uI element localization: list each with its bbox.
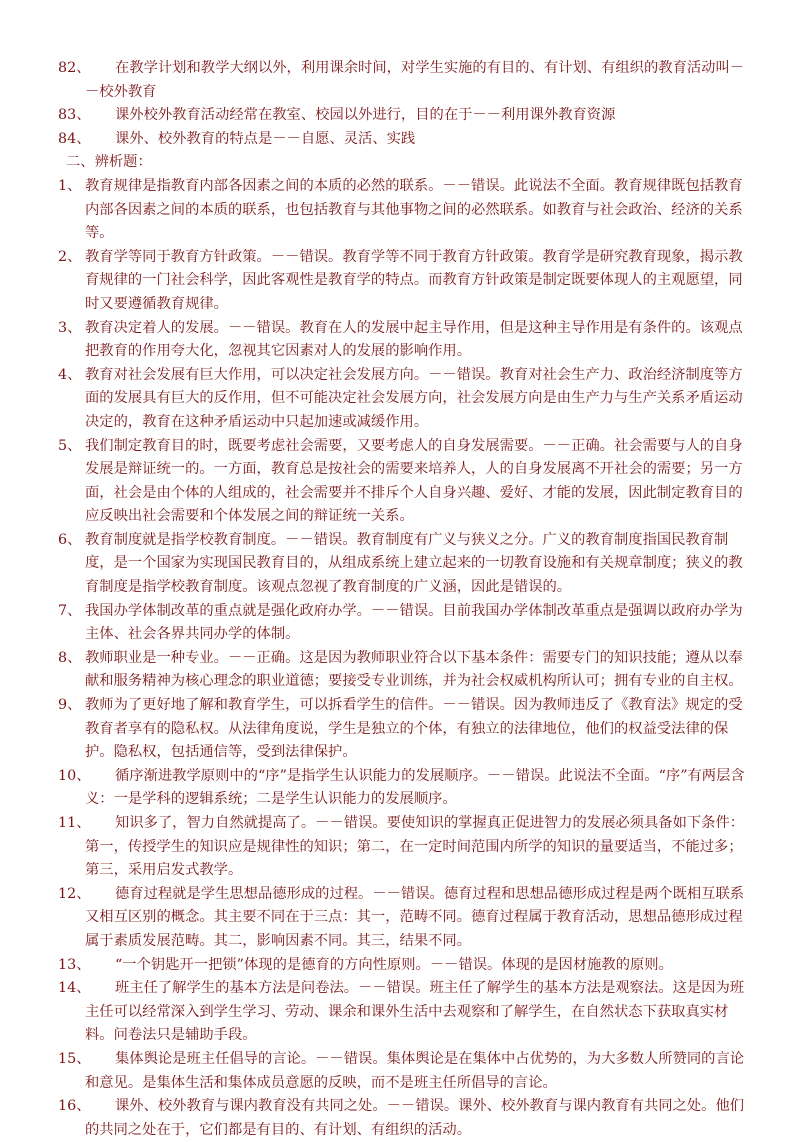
item-number: 2、 xyxy=(58,248,82,265)
document-body xyxy=(58,57,748,1142)
item-text: 教育规律是指教育内部各因素之间的本质的必然的联系。－－错误。此说法不全面。教育规律既包括教育内部各因素之间的本质的联系，也包括教育与其他事物之间的必然联系。如教育与社会政治、经济的关系等。 xyxy=(85,177,743,242)
item-number: 6、 xyxy=(58,531,82,548)
item-number: 82、 xyxy=(58,60,91,76)
list-item xyxy=(58,954,748,978)
list-item xyxy=(58,977,748,1048)
item-text: 德育过程就是学生思想品德形成的过程。－－错误。德育过程和思想品德形成过程是两个既相互联系又相互区别的概念。其主要不同在于三点：其一，范畴不同。德育过程属于教育活动，思想品德形成过程属于素质发展范畴。其二，影响因素不同。其三，结果不同。 xyxy=(85,885,745,949)
list-item xyxy=(58,317,748,364)
item-text: “一个钥匙开一把锁”体现的是德育的方向性原则。－－错误。体现的是因材施教的原则。 xyxy=(115,956,673,973)
item-number: 3、 xyxy=(58,319,82,336)
item-number: 9、 xyxy=(58,697,82,714)
item-text: 教师为了更好地了解和教育学生，可以拆看学生的信件。－－错误。因为教师违反了《教育法》规定的受教育者享有的隐私权。从法律角度说，学生是独立的个体，有独立的法律地位，他们的权益受法律的保护。隐私权，包括通信等，受到法律保护。 xyxy=(85,697,743,761)
list-item xyxy=(58,812,748,883)
list-item xyxy=(58,765,748,812)
item-text: 课外、校外教育与课内教育没有共同之处。－－错误。课外、校外教育与课内教育有共同之处。他们的共同之处在于，它们都是有目的、有计划、有组织的活动。 xyxy=(85,1098,745,1138)
item-number: 15、 xyxy=(58,1050,91,1067)
list-item xyxy=(58,175,748,246)
list-item xyxy=(58,435,748,529)
item-number: 14、 xyxy=(58,980,91,997)
item-number: 1、 xyxy=(58,177,82,194)
list-item xyxy=(58,647,748,694)
item-number: 7、 xyxy=(58,602,82,619)
item-number: 16、 xyxy=(58,1098,91,1115)
item-text: 集体舆论是班主任倡导的言论。－－错误。集体舆论是在集体中占优势的，为大多数人所赞同的言论和意见。是集体生活和集体成员意愿的反映，而不是班主任所倡导的言论。 xyxy=(85,1050,745,1091)
analysis-list xyxy=(58,175,748,1142)
item-text: 循序渐进教学原则中的“序”是指学生认识能力的发展顺序。－－错误。此说法不全面。“序”有两层含义：一是学科的逻辑系统；二是学生认识能力的发展顺序。 xyxy=(85,767,745,808)
item-number: 12、 xyxy=(58,885,91,902)
list-item xyxy=(58,246,748,317)
section-title: 二、辨析题： xyxy=(66,154,152,171)
item-text-first: 在教学计划和教学大纲以外，利用课余时间，对学生实施的有目的、有计划、有组织的教育活动叫－－校外教育 xyxy=(85,60,745,100)
item-number: 83、 xyxy=(58,107,91,124)
list-item xyxy=(58,364,748,435)
list-item xyxy=(58,529,748,600)
item-number: 10、 xyxy=(58,767,91,784)
item-text: 班主任了解学生的基本方法是问卷法。－－错误。班主任了解学生的基本方法是观察法。这是因为班主任可以经常深入到学生学习、劳动、课余和课外生活中去观察和了解学生，在自然状态下获取真实材料。问卷法只是辅助手段。 xyxy=(85,980,745,1044)
item-text: 我国办学体制改革的重点就是强化政府办学。－－错误。目前我国办学体制改革重点是强调以政府办学为主体、社会各界共同办学的体制。 xyxy=(85,602,743,643)
list-item xyxy=(58,57,748,104)
item-number: 4、 xyxy=(58,366,82,383)
item-text: 课外校外教育活动经常在教室、校园以外进行，目的在于－－利用课外教育资源 xyxy=(115,107,616,124)
list-item xyxy=(58,1095,748,1142)
item-number: 13、 xyxy=(58,956,91,973)
list-item xyxy=(58,694,748,765)
list-item xyxy=(58,1048,748,1095)
list-item xyxy=(58,600,748,647)
item-number: 84、 xyxy=(58,130,91,147)
item-number: 5、 xyxy=(58,437,82,454)
item-text: 教育决定着人的发展。－－错误。教育在人的发展中起主导作用，但是这种主导作用是有条件的。该观点把教育的作用夸大化，忽视其它因素对人的发展的影响作用。 xyxy=(85,319,743,360)
item-text: 知识多了，智力自然就提高了。－－错误。要使知识的掌握真正促进智力的发展必须具备如下条件：第一，传授学生的知识应是规律性的知识；第二，在一定时间范围内所学的知识的量要适当，不能过多；第三，采用启发式教学。 xyxy=(85,815,745,879)
item-text: 教育对社会发展有巨大作用，可以决定社会发展方向。－－错误。教育对社会生产力、政治经济制度等方面的发展具有巨大的反作用，但不可能决定社会发展方向，社会发展方向是由生产力与生产关系矛盾运动决定的，教育在这种矛盾运动中只起加速或减缓作用。 xyxy=(85,366,743,430)
item-number: 8、 xyxy=(58,649,82,666)
item-text: 课外、校外教育的特点是－－自愿、灵活、实践 xyxy=(115,130,416,147)
item-text: 教师职业是一种专业。－－正确。这是因为教师职业符合以下基本条件：需要专门的知识技能；遵从以奉献和服务精神为核心理念的职业道德；要接受专业训练，并为社会权威机构所认可；拥有专业的自主权。 xyxy=(85,649,743,690)
item-text: 我们制定教育目的时，既要考虑社会需要，又要考虑人的自身发展需要。－－正确。社会需要与人的自身发展是辩证统一的。一方面，教育总是按社会的需要来培养人，人的自身发展离不开社会的需要；另一方面，社会是由个体的人组成的，社会需要并不排斥个人自身兴趣、爱好、才能的发展，因此制定教育目的应反映出社会需要和个体发展之间的辩证统一关系。 xyxy=(85,437,743,525)
item-number: 11、 xyxy=(58,815,91,831)
list-item xyxy=(58,128,748,152)
list-item xyxy=(58,104,748,128)
item-text: 教育学等同于教育方针政策。－－错误。教育学等不同于教育方针政策。教育学是研究教育现象，揭示教育规律的一门社会科学，因此客观性是教育学的特点。而教育方针政策是制定既要体现人的主观愿望，同时又要遵循教育规律。 xyxy=(85,248,743,312)
list-item xyxy=(58,883,748,954)
item-text: 教育制度就是指学校教育制度。－－错误。教育制度有广义与狭义之分。广义的教育制度指国民教育制度，是一个国家为实现国民教育目的，从组成系统上建立起来的一切教育设施和有关规章制度；狭义的教育制度是指学校教育制度。该观点忽视了教育制度的广义涵，因此是错误的。 xyxy=(85,531,743,596)
